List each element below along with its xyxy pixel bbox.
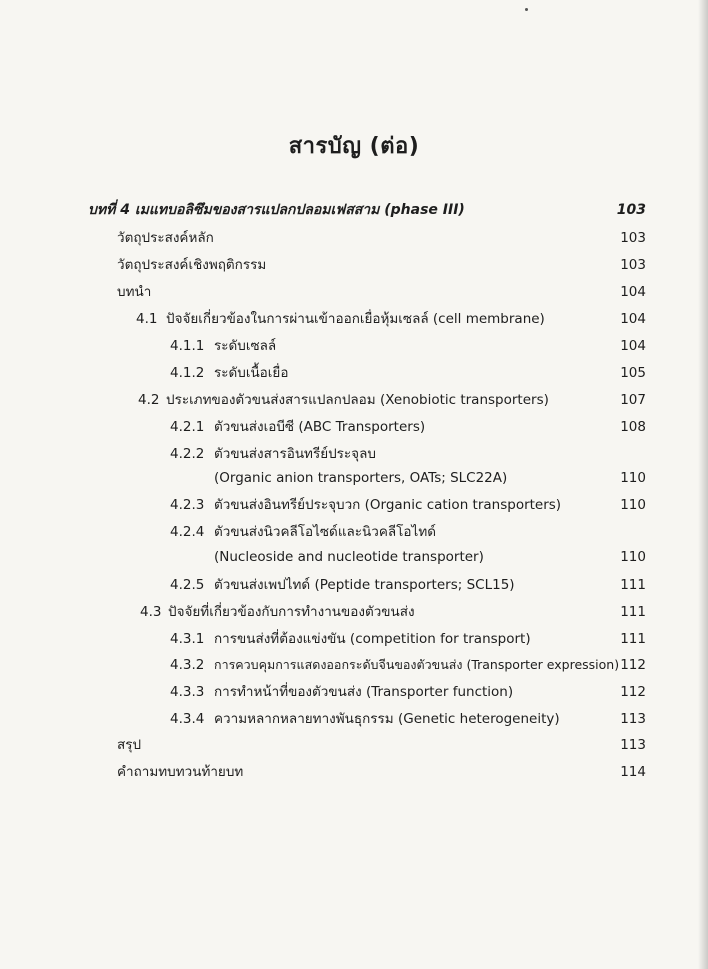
entry-number: 4.3.2 — [170, 657, 205, 673]
entry-page: 111 — [620, 631, 646, 647]
entry-number: 4.2.3 — [170, 497, 205, 513]
entry-text: ประเภทของตัวขนส่งสารแปลกปลอม (Xenobiotic transporters) — [166, 392, 549, 408]
entry-page: 110 — [620, 470, 646, 486]
page-title: สารบัญ (ต่อ) — [288, 134, 420, 159]
toc-entry — [0, 443, 708, 465]
entry-number: 4.3.4 — [170, 711, 205, 727]
toc-entry — [0, 389, 708, 411]
toc-entry — [0, 281, 708, 303]
entry-page: 104 — [620, 338, 646, 354]
toc-entry — [0, 494, 708, 516]
entry-number: 4.1.1 — [170, 338, 205, 354]
entry-page: 112 — [620, 684, 646, 700]
entry-page: 108 — [620, 419, 646, 435]
entry-text: (Organic anion transporters, OATs; SLC22A) — [214, 470, 508, 486]
entry-number: 4.1 — [136, 311, 158, 327]
toc-entry — [0, 601, 708, 623]
toc-entry — [0, 761, 708, 783]
entry-text: บทนำ — [117, 284, 152, 300]
toc-entry-continuation — [0, 467, 708, 489]
entry-number: 4.3.1 — [170, 631, 205, 647]
entry-page: 103 — [616, 202, 646, 218]
toc-entry — [0, 227, 708, 249]
entry-page: 111 — [620, 577, 646, 593]
toc-entry — [0, 681, 708, 703]
toc-entry — [0, 654, 708, 676]
entry-text: ระดับเนื้อเยื่อ — [214, 365, 289, 381]
toc-entry-continuation — [0, 546, 708, 568]
entry-text: การทำหน้าที่ของตัวขนส่ง (Transporter function) — [214, 684, 514, 700]
entry-page: 113 — [620, 737, 646, 753]
entry-page: 110 — [620, 497, 646, 513]
toc-entry — [0, 308, 708, 330]
entry-number: 4.2.2 — [170, 446, 205, 462]
entry-text: การควบคุมการแสดงออกระดับจีนของตัวขนส่ง (Transporter expression) — [214, 657, 620, 672]
entry-text: ตัวขนส่งสารอินทรีย์ประจุลบ — [214, 446, 376, 462]
entry-page: 111 — [620, 604, 646, 620]
entry-text: สรุป — [117, 737, 142, 753]
entry-text: ระดับเซลล์ — [214, 338, 277, 354]
toc-entry — [0, 574, 708, 596]
entry-text: ตัวขนส่งอินทรีย์ประจุบวก (Organic cation transporters) — [214, 497, 562, 513]
entry-page: 110 — [620, 549, 646, 565]
entry-number: 4.2.4 — [170, 524, 205, 540]
entry-text: (Nucleoside and nucleotide transporter) — [214, 549, 484, 565]
entry-page: 104 — [620, 311, 646, 327]
toc-entry — [0, 362, 708, 384]
scan-speck — [525, 8, 528, 11]
entry-number: 4.1.2 — [170, 365, 205, 381]
entry-text: วัตถุประสงค์หลัก — [117, 230, 214, 246]
entry-number: 4.2.5 — [170, 577, 205, 593]
entry-text: ปัจจัยที่เกี่ยวข้องกับการทำงานของตัวขนส่ง — [168, 604, 415, 620]
entry-text: วัตถุประสงค์เชิงพฤติกรรม — [117, 257, 267, 273]
entry-page: 104 — [620, 284, 646, 300]
toc-entry — [0, 335, 708, 357]
toc-entry-chapter — [0, 199, 708, 221]
toc-entry — [0, 521, 708, 543]
entry-page: 107 — [620, 392, 646, 408]
entry-number: 4.2.1 — [170, 419, 205, 435]
entry-text: คำถามทบทวนท้ายบท — [117, 764, 244, 780]
entry-text: บทที่ 4 เมแทบอลิซึมของสารแปลกปลอมเฟสสาม (phase III) — [88, 202, 465, 218]
entry-text: ตัวขนส่งเพปไทด์ (Peptide transporters; SCL15) — [214, 577, 515, 593]
entry-text: ความหลากหลายทางพันธุกรรม (Genetic heterogeneity) — [214, 711, 560, 727]
entry-page: 105 — [620, 365, 646, 381]
entry-page: 113 — [620, 711, 646, 727]
entry-page: 103 — [620, 230, 646, 246]
entry-text: ตัวขนส่งนิวคลีโอไซด์และนิวคลีโอไทด์ — [214, 524, 436, 540]
toc-entry — [0, 734, 708, 756]
toc-entry — [0, 254, 708, 276]
toc-entry — [0, 416, 708, 438]
entry-text: การขนส่งที่ต้องแข่งขัน (competition for transport) — [214, 631, 531, 647]
entry-number: 4.3.3 — [170, 684, 205, 700]
entry-text: ตัวขนส่งเอบีซี (ABC Transporters) — [214, 419, 426, 435]
toc-entry — [0, 628, 708, 650]
toc-entry — [0, 708, 708, 730]
entry-number: 4.2 — [138, 392, 160, 408]
entry-number: 4.3 — [140, 604, 162, 620]
entry-page: 103 — [620, 257, 646, 273]
entry-page: 114 — [620, 764, 646, 780]
entry-text: ปัจจัยเกี่ยวข้องในการผ่านเข้าออกเยื่อหุ้มเซลล์ (cell membrane) — [166, 311, 545, 327]
entry-page: 112 — [620, 657, 646, 673]
